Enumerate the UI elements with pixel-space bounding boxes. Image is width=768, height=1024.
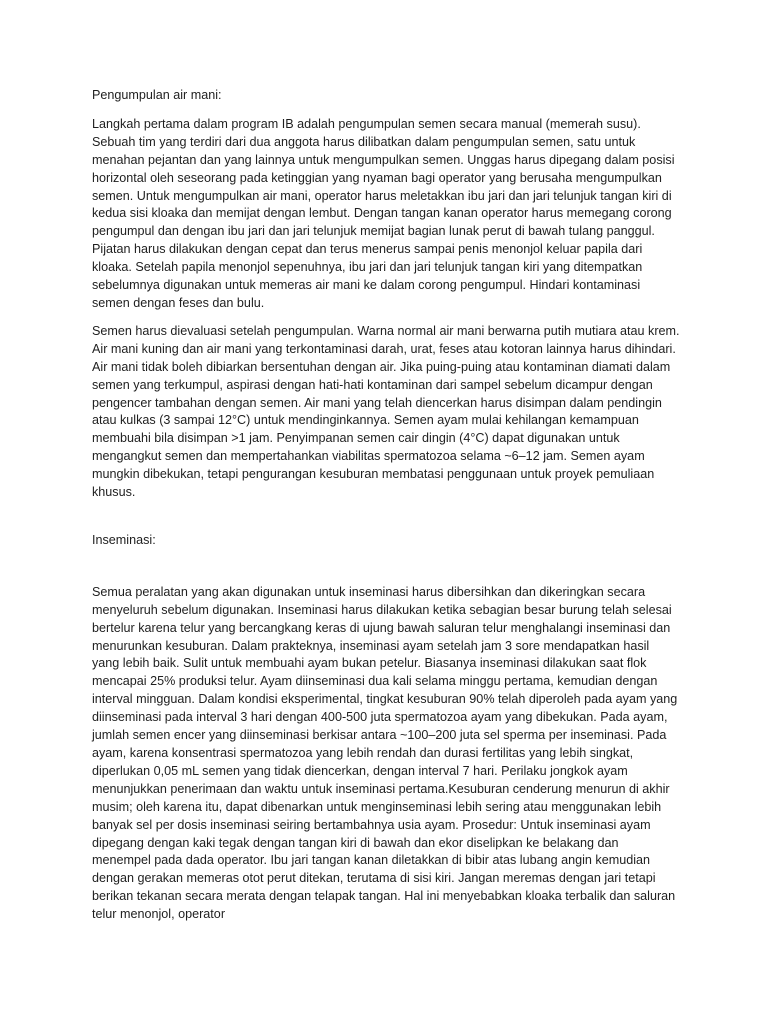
paragraph-pengumpulan-1: Langkah pertama dalam program IB adalah pengumpulan semen secara manual (memerah susu). Sebuah tim yang terdiri dari dua anggota harus dilibatkan dalam pengumpulan semen, satu untuk menahan pejantan dan yang lainnya untuk mengumpulkan semen. Unggas harus dipegang dalam posisi horizontal oleh seseorang pada ketinggian yang nyaman bagi operator yang berusaha mengumpulkan semen. Untuk mengumpulkan air mani, operator harus meletakkan ibu jari dan jari telunjuk tangan kiri di kedua sisi kloaka dan memijat dengan lembut. Dengan tangan kanan operator harus memegang corong pengumpul dan dengan ibu jari dan jari telunjuk memijat bagian lunak perut di bawah tulang panggul. Pijatan harus dilakukan dengan cepat dan terus menerus sampai penis menonjol keluar papila dari kloaka. Setelah papila menonjol sepenuhnya, ibu jari dan jari telunjuk tangan kiri yang ditempatkan sebelumnya digunakan untuk memeras air mani ke dalam corong pengumpul. Hindari kontaminasi semen dengan feses dan bulu. — [92, 116, 675, 310]
section-heading-pengumpulan: Pengumpulan air mani: — [92, 88, 222, 102]
document-body — [92, 87, 680, 924]
section-heading-inseminasi: Inseminasi: — [92, 532, 156, 547]
paragraph-pengumpulan-2: Semen harus dievaluasi setelah pengumpulan. Warna normal air mani berwarna putih mutiara atau krem. Air mani kuning dan air mani yang terkontaminasi darah, urat, feses atau kotoran lainnya harus dihindari. Air mani tidak boleh dibiarkan bersentuhan dengan air. Jika puing-puing atau kontaminan diamati dalam semen yang terkumpul, aspirasi dengan hati-hati kontaminan dari sampel sebelum dicampur dengan pengencer tambahan dengan semen. Air mani yang telah diencerkan harus disimpan dalam pendingin atau kulkas (3 sampai 12°C) untuk mendinginkannya. Semen ayam mulai kehilangan kemampuan membuahi bila disimpan >1 jam. Penyimpanan semen cair dingin (4°C) dapat digunakan untuk mengangkut semen dan mempertahankan viabilitas spermatozoa selama ~6–12 jam. Semen ayam mungkin dibekukan, tetapi pengurangan kesuburan membatasi penggunaan untuk proyek pemuliaan khusus. — [92, 323, 680, 500]
paragraph-inseminasi-1: Semua peralatan yang akan digunakan untuk inseminasi harus dibersihkan dan dikeringkan secara menyeluruh sebelum digunakan. Inseminasi harus dilakukan ketika sebagian besar burung telah selesai bertelur karena telur yang bercangkang keras di ujung bawah saluran telur menghalangi inseminasi dan menurunkan kesuburan. Dalam prakteknya, inseminasi ayam setelah jam 3 sore mendapatkan hasil yang lebih baik. Sulit untuk membuahi ayam bukan petelur. Biasanya inseminasi dilakukan saat flok mencapai 25% produksi telur. Ayam diinseminasi dua kali selama minggu pertama, kemudian dengan interval mingguan. Dalam kondisi eksperimental, tingkat kesuburan 90% telah diperoleh pada ayam yang diinseminasi pada interval 3 hari dengan 400-500 juta spermatozoa ayam yang dibekukan. Pada ayam, jumlah semen encer yang diinseminasi berkisar antara ~100–200 juta sel sperma per inseminasi. Pada ayam, karena konsentrasi spermatozoa yang lebih rendah dan durasi fertilitas yang lebih singkat, diperlukan 0,05 mL semen yang tidak diencerkan, dengan interval 7 hari. Perilaku jongkok ayam menunjukkan penerimaan dan waktu untuk inseminasi pertama.Kesuburan cenderung menurun di akhir musim; oleh karena itu, dapat dibenarkan untuk menginseminasi lebih sering atau menggunakan lebih banyak sel per dosis inseminasi seiring bertambahnya usia ayam. Prosedur: Untuk inseminasi ayam dipegang dengan kaki tegak dengan tangan kiri di bawah dan ekor diselipkan ke belakang dan menempel pada dada operator. Ibu jari tangan kanan diletakkan di bibir atas lubang angin kemudian dengan gerakan memeras otot perut ditekan, terutama di sisi kiri. Jangan meremas dengan jari tetapi berikan tekanan secara merata dengan telapak tangan. Hal ini menyebabkan kloaka terbalik dan saluran telur menonjol, operator — [92, 584, 678, 922]
